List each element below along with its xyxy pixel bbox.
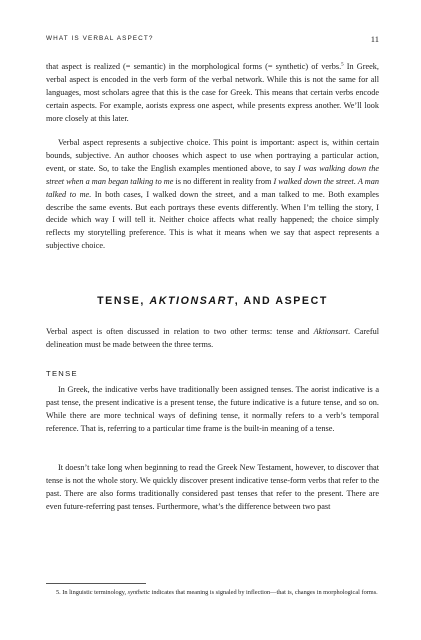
running-head — [46, 35, 379, 47]
italic-term: Aktionsart — [313, 327, 348, 336]
paragraph-text: that aspect is realized (= semantic) in the morphological forms (= synthetic) of verbs. — [46, 62, 342, 71]
subheading-tense: TENSE — [46, 369, 78, 378]
paragraph-text: Verbal aspect is often discussed in relation to two other terms: tense and — [46, 327, 314, 336]
page-number: 11 — [370, 34, 379, 44]
italic-example: I was walking down the street when a man began talking to me — [46, 163, 379, 186]
paragraph-three-terms — [46, 326, 379, 352]
paragraph-aspect-realized — [46, 61, 379, 126]
paragraph-text: . Careful delineation must be made between the three terms. — [46, 327, 379, 349]
section-heading — [46, 295, 379, 307]
italic-example: I walked down the street. A man talked to me. — [46, 176, 380, 199]
footnote-divider — [46, 583, 146, 584]
footnote-reference[interactable]: 5 — [341, 62, 344, 68]
paragraph-tense-not-whole-story: It doesn’t take long when beginning to read the Greek New Testament, however, to discover that tense is not the whole story. We quickly discover present indicative tense-form verbs that refer to the past. There are also forms traditionally considered past tenses that refer to the present. There are even future-referring past tenses. Furthermore, what’s the difference between two past — [46, 463, 379, 511]
footnote-text: indicates that meaning is signaled by inflection—that is, changes in morphological forms. — [150, 589, 378, 596]
heading-text: , AND ASPECT — [234, 295, 328, 307]
paragraph-text: In Greek, verbal aspect is encoded in the verb form of the verbal network. While this is not the same for all languages, most scholars agree that this is the case for Greek. This means that certain verbs encode certain aspects. For example, aorists express one aspect, while presents express another. We’ll look more closely at this later. — [46, 62, 379, 123]
heading-italic-text: AKTIONSART — [149, 295, 235, 307]
paragraph-text: In both cases, I walked down the street, and a man talked to me. Both examples describe the same events. But each portrays these events differently. When I’m telling the story, I decide which way I will tell it. Neither choice affects what really happened; the choice simply reflects my storytelling preference. This is what it means when we say that aspect represents a subjective choice. — [46, 189, 379, 251]
running-head-title: WHAT IS VERBAL ASPECT? — [46, 35, 154, 42]
footnote-text: 5. In linguistic terminology, — [56, 589, 128, 596]
paragraph-text: Verbal aspect represents a subjective choice. This point is important: aspect is, within certain bounds, subjective. An author chooses which aspect to use when portraying a particular action, event, or state. So, to take the English examples mentioned above, to say — [46, 138, 379, 173]
footnote — [46, 589, 379, 598]
paragraph-tense-definition: In Greek, the indicative verbs have traditionally been assigned tenses. The aorist indicative is a past tense, the present indicative is a present tense, the future indicative is a future tense, and so on. While there are more technical ways of defining tense, it normally refers to a verb’s temporal reference. That is, referring to a particular time frame is the built-in meaning of a tense. — [46, 385, 379, 433]
heading-text: TENSE, — [97, 295, 150, 307]
footnote-italic-term: synthetic — [127, 589, 151, 596]
paragraph-text: is no different in reality from — [173, 176, 274, 186]
paragraph-subjective-choice — [46, 137, 379, 253]
